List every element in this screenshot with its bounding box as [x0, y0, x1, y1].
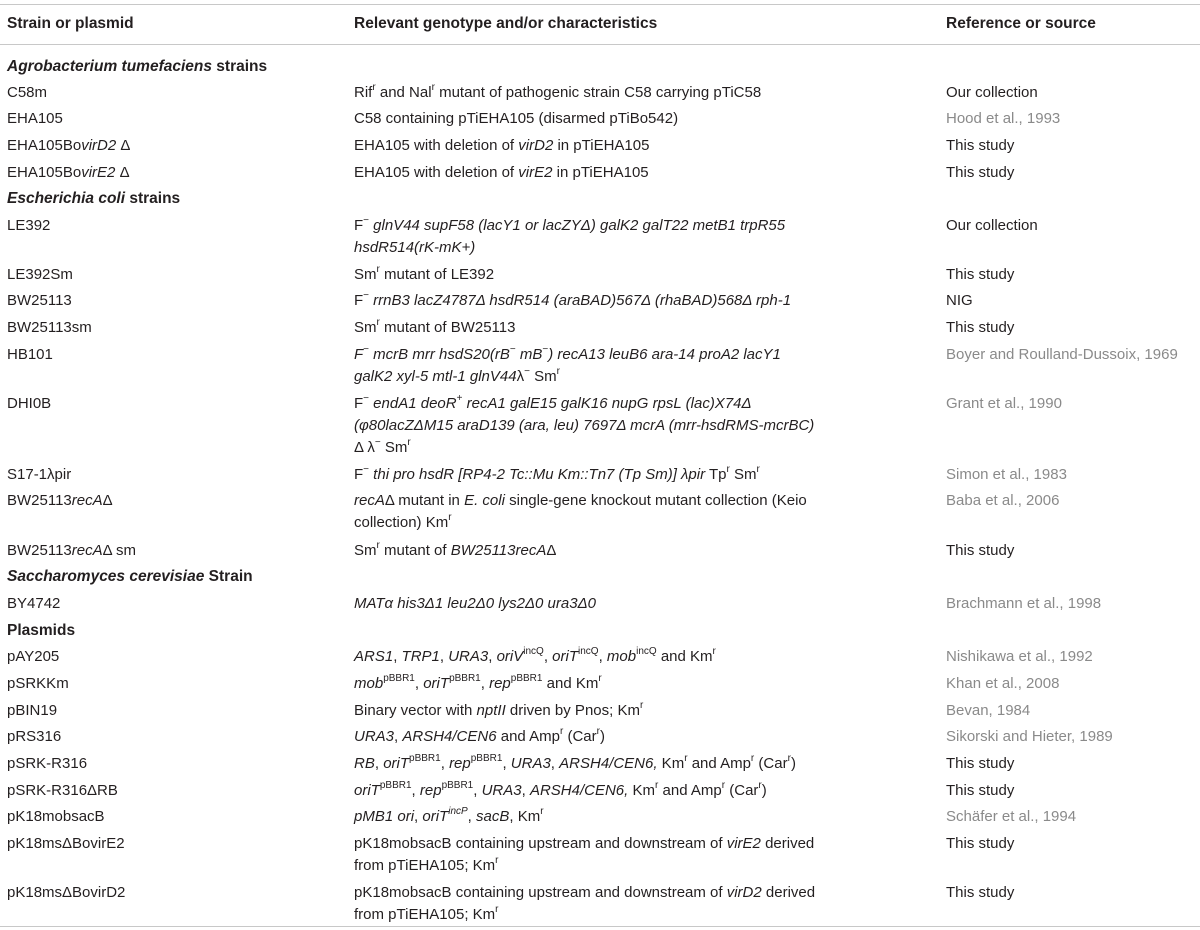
- strain-name-cell: EHA105: [7, 110, 63, 127]
- genotype-line: Sm$^r$ mutant of LE392: [354, 264, 495, 283]
- strain-name-cell: pK18msΔBovirE2: [7, 835, 125, 852]
- genotype-line: recAΔ mutant in E. coli single-gene knockout mutant collection (Keio: [354, 492, 807, 509]
- reference-link[interactable]: Boyer and Roulland-Dussoix, 1969: [946, 346, 1178, 363]
- reference-cell: This study: [946, 164, 1015, 181]
- genotype-line: Rif$^r$ and Nal$^r$ mutant of pathogenic strain C58 carrying pTiC58: [354, 82, 762, 101]
- genotype-cell: [354, 593, 596, 615]
- genotype-cell: [354, 833, 814, 877]
- genotype-cell: [354, 108, 678, 130]
- reference-cell: This study: [946, 266, 1015, 283]
- reference-link[interactable]: Baba et al., 2006: [946, 492, 1060, 509]
- genotype-line: (φ80lacZΔM15 araD139 (ara, leu) 7697Δ mcrA (mrr-hsdRMS-mcrBC): [354, 417, 815, 434]
- genotype-line: Sm$^r$ mutant of BW25113: [354, 317, 516, 336]
- section-heading: Plasmids: [7, 622, 76, 639]
- genotype-cell: [354, 882, 815, 926]
- reference-cell: Our collection: [946, 217, 1038, 234]
- genotype-cell: [354, 135, 649, 157]
- genotype-line: Sm$^r$ mutant of BW25113recAΔ: [354, 540, 557, 559]
- strain-name-cell: DHI0B: [7, 395, 52, 412]
- section-heading: Agrobacterium tumefaciens strains: [7, 58, 268, 75]
- reference-cell: This study: [946, 755, 1015, 772]
- genotype-line: oriT$^{pBBR1}$, rep$^{pBBR1}$, URA3, ARSH4/CEN6, Km$^r$ and Amp$^r$ (Car$^r$): [354, 780, 767, 799]
- strain-name-cell: EHA105BovirD2 Δ: [7, 137, 131, 154]
- genotype-cell: [354, 264, 494, 286]
- genotype-cell: [354, 753, 796, 775]
- table-top-rule: [0, 4, 1200, 5]
- reference-link[interactable]: Grant et al., 1990: [946, 395, 1062, 412]
- strain-name-cell: pSRK-R316ΔRB: [7, 782, 118, 799]
- header-rule: [0, 44, 1200, 45]
- strain-name-cell: pAY205: [7, 648, 60, 665]
- reference-cell: This study: [946, 319, 1015, 336]
- genotype-line: URA3, ARSH4/CEN6 and Amp$^r$ (Car$^r$): [354, 726, 605, 745]
- reference-cell: This study: [946, 137, 1015, 154]
- genotype-cell: [354, 317, 515, 339]
- header-strain-or-plasmid: Strain or plasmid: [7, 15, 134, 32]
- genotype-line: from pTiEHA105; Km$^r$: [354, 855, 499, 874]
- genotype-cell: [354, 540, 556, 562]
- genotype-line: EHA105 with deletion of virD2 in pTiEHA105: [354, 137, 650, 154]
- reference-cell: Our collection: [946, 84, 1038, 101]
- genotype-line: hsdR514(rK-mK+): [354, 239, 476, 256]
- strain-name-cell: BW25113recAΔ: [7, 492, 113, 509]
- genotype-line: F− rrnB3 lacZ4787Δ hsdR514 (araBAD)567Δ (rhaBAD)568Δ rph-1: [354, 290, 792, 309]
- genotype-cell: [354, 490, 807, 534]
- genotype-cell: [354, 780, 767, 802]
- strain-name-cell: pBIN19: [7, 702, 58, 719]
- strain-name-cell: pSRK-R316: [7, 755, 88, 772]
- reference-cell: This study: [946, 835, 1015, 852]
- strain-name-cell: HB101: [7, 346, 53, 363]
- genotype-line: MATα his3Δ1 leu2Δ0 lys2Δ0 ura3Δ0: [354, 595, 596, 612]
- genotype-line: F− thi pro hsdR [RP4-2 Tc::Mu Km::Tn7 (Tp Sm)] λpir Tp$^r$ Sm$^r$: [354, 464, 760, 483]
- reference-link[interactable]: Khan et al., 2008: [946, 675, 1060, 692]
- genotype-line: F− mcrB mrr hsdS20(rB− mB−) recA13 leuB6 ara-14 proA2 lacY1: [354, 344, 781, 363]
- genotype-line: EHA105 with deletion of virE2 in pTiEHA105: [354, 164, 649, 181]
- genotype-line: C58 containing pTiEHA105 (disarmed pTiBo542): [354, 110, 679, 127]
- genotype-line: galK2 xyl-5 mtl-1 glnV44λ− Sm$^r$: [354, 366, 560, 385]
- genotype-cell: [354, 464, 760, 486]
- genotype-cell: [354, 646, 716, 668]
- strain-name-cell: BW25113recAΔ sm: [7, 542, 136, 559]
- strain-name-cell: BW25113sm: [7, 319, 92, 336]
- genotype-cell: [354, 673, 602, 695]
- genotype-line: collection) Km$^r$: [354, 512, 452, 531]
- genotype-line: pMB1 ori, oriT$^{incP}$, sacB, Km$^r$: [354, 806, 544, 825]
- genotype-line: F− glnV44 supF58 (lacY1 or lacZYΔ) galK2 galT22 metB1 trpR55: [354, 215, 786, 234]
- reference-link[interactable]: Sikorski and Hieter, 1989: [946, 728, 1113, 745]
- strain-name-cell: EHA105BovirE2 Δ: [7, 164, 130, 181]
- genotype-cell: [354, 290, 791, 312]
- genotype-line: from pTiEHA105; Km$^r$: [354, 904, 499, 923]
- reference-link[interactable]: Brachmann et al., 1998: [946, 595, 1102, 612]
- reference-link[interactable]: Schäfer et al., 1994: [946, 808, 1077, 825]
- strain-name-cell: LE392Sm: [7, 266, 73, 283]
- strain-name-cell: BW25113: [7, 292, 72, 309]
- genotype-cell: [354, 393, 814, 459]
- strain-name-cell: pK18msΔBovirD2: [7, 884, 126, 901]
- reference-cell: This study: [946, 782, 1015, 799]
- genotype-cell: [354, 726, 605, 748]
- reference-link[interactable]: Bevan, 1984: [946, 702, 1031, 719]
- strain-name-cell: LE392: [7, 217, 51, 234]
- reference-cell: NIG: [946, 292, 973, 309]
- strain-name-cell: C58m: [7, 84, 48, 101]
- genotype-line: RB, oriT$^{pBBR1}$, rep$^{pBBR1}$, URA3, ARSH4/CEN6, Km$^r$ and Amp$^r$ (Car$^r$): [354, 753, 796, 772]
- header-reference: Reference or source: [946, 15, 1096, 32]
- genotype-cell: [354, 344, 781, 388]
- genotype-cell: [354, 162, 649, 184]
- reference-link[interactable]: Simon et al., 1983: [946, 466, 1067, 483]
- reference-link[interactable]: Nishikawa et al., 1992: [946, 648, 1093, 665]
- section-heading: Escherichia coli strains: [7, 190, 181, 207]
- genotype-line: pK18mobsacB containing upstream and downstream of virE2 derived: [354, 835, 815, 852]
- reference-cell: This study: [946, 542, 1015, 559]
- genotype-cell: [354, 215, 785, 259]
- genotype-line: F− endA1 deoR+ recA1 galE15 galK16 nupG rpsL (lac)X74Δ: [354, 393, 752, 412]
- genotype-cell: [354, 700, 643, 722]
- strain-name-cell: pSRKKm: [7, 675, 69, 692]
- genotype-line: Binary vector with nptII driven by Pnos; Km$^r$: [354, 700, 644, 719]
- genotype-line: pK18mobsacB containing upstream and downstream of virD2 derived: [354, 884, 816, 901]
- table-bottom-rule: [0, 926, 1200, 927]
- genotype-cell: [354, 806, 544, 828]
- header-genotype: Relevant genotype and/or characteristics: [354, 15, 658, 32]
- strain-name-cell: BY4742: [7, 595, 61, 612]
- section-heading: Saccharomyces cerevisiae Strain: [7, 568, 253, 585]
- genotype-cell: [354, 82, 761, 104]
- strain-name-cell: pK18mobsacB: [7, 808, 105, 825]
- reference-cell: This study: [946, 884, 1015, 901]
- genotype-line: ARS1, TRP1, URA3, oriV$^{incQ}$, oriT$^{incQ}$, mob$^{incQ}$ and Km$^r$: [354, 646, 716, 665]
- reference-link[interactable]: Hood et al., 1993: [946, 110, 1061, 127]
- genotype-line: Δ λ− Sm$^r$: [354, 437, 411, 456]
- genotype-line: mob$^{pBBR1}$, oriT$^{pBBR1}$, rep$^{pBBR1}$ and Km$^r$: [354, 673, 602, 692]
- strain-name-cell: S17-1λpir: [7, 466, 72, 483]
- strain-name-cell: pRS316: [7, 728, 62, 745]
